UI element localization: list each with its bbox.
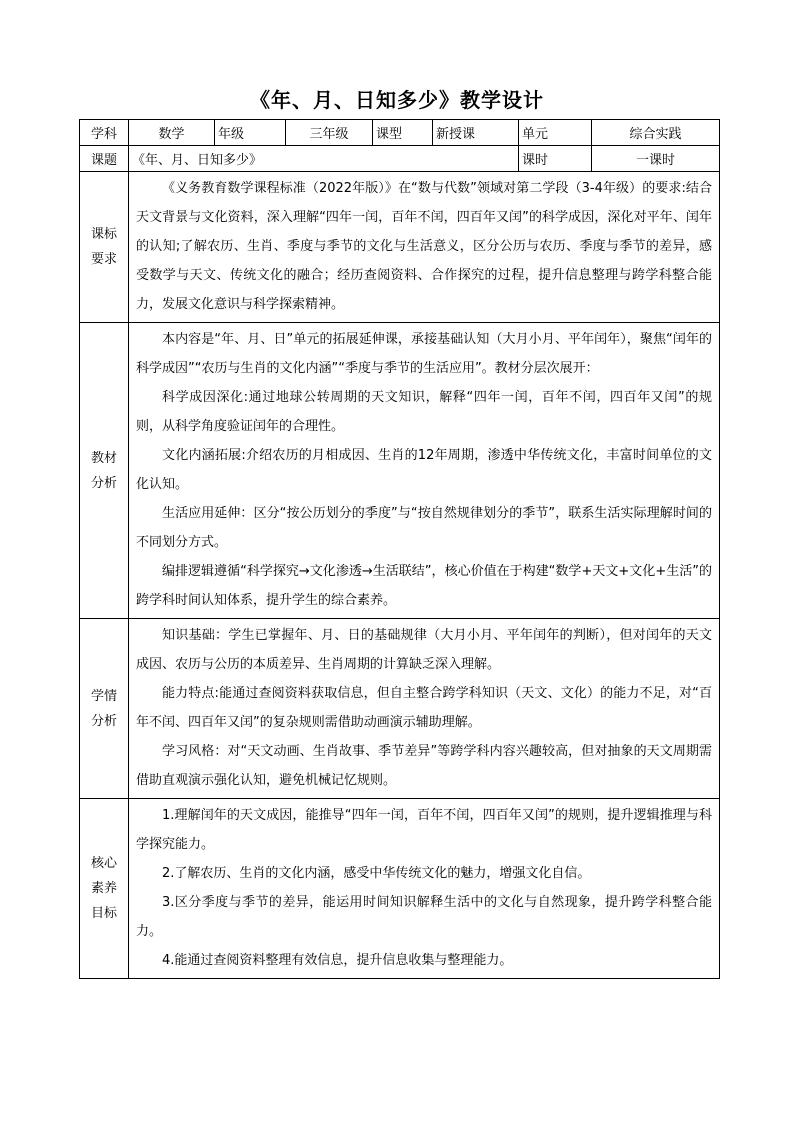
meta-row xyxy=(80,120,720,146)
type-value: 新授课 xyxy=(433,120,519,146)
section-core-goals-row xyxy=(80,799,720,979)
subject-value: 数学 xyxy=(129,120,215,146)
paragraph: 知识基础：学生已掌握年、月、日的基础规律（大月小月、平年闰年的判断），但对闰年的天文成因、农历与公历的本质差异、生肖周期的计算缺乏深入理解。 xyxy=(136,628,712,672)
paragraph: 本内容是“年、月、日”单元的拓展延伸课，承接基础认知（大月小月、平年闰年），聚焦“闰年的科学成因”“农历与生肖的文化内涵”“季度与季节的生活应用”。教材分层次展开： xyxy=(136,332,712,376)
hours-label: 课时 xyxy=(519,146,592,172)
lesson-design-table xyxy=(79,119,720,979)
unit-value: 综合实践 xyxy=(592,120,720,146)
document-title: 《年、月、日知多少》教学设计 xyxy=(250,88,544,112)
section-content xyxy=(129,619,720,799)
paragraph: 生活应用延伸：区分“按公历划分的季度”与“按自然规律划分的季节”，联系生活实际理解时间的不同划分方式。 xyxy=(136,506,712,550)
section-material-analysis-row xyxy=(80,323,720,619)
paragraph: 2.了解农历、生肖的文化内涵，感受中华传统文化的魅力，增强文化自信。 xyxy=(162,866,591,881)
section-label: 核心 素养 目标 xyxy=(80,799,129,979)
topic-label: 课题 xyxy=(80,146,129,172)
grade-label: 年级 xyxy=(215,120,286,146)
grade-value: 三年级 xyxy=(286,120,373,146)
section-content xyxy=(129,172,720,323)
paragraph: 文化内涵拓展:介绍农历的月相成因、生肖的12年周期，渗透中华传统文化，丰富时间单位的文化认知。 xyxy=(136,448,712,492)
unit-label: 单元 xyxy=(519,120,592,146)
paragraph: 学习风格：对“天文动画、生肖故事、季节差异”等跨学科内容兴趣较高，但对抽象的天文周期需借助直观演示强化认知，避免机械记忆规则。 xyxy=(136,744,712,788)
topic-value: 《年、月、日知多少》 xyxy=(129,146,519,172)
section-label: 教材 分析 xyxy=(80,323,129,619)
section-content xyxy=(129,323,720,619)
paragraph: 1.理解闰年的天文成因，能推导“四年一闰，百年不闰，四百年又闰”的规则，提升逻辑推理与科学探究能力。 xyxy=(136,808,712,852)
section-learner-analysis-row xyxy=(80,619,720,799)
paragraph: 能力特点:能通过查阅资料获取信息，但自主整合跨学科知识（天文、文化）的能力不足，对“百年不闰、四百年又闰”的复杂规则需借助动画演示辅助理解。 xyxy=(136,686,712,730)
section-standards-row xyxy=(80,172,720,323)
paragraph: 4.能通过查阅资料整理有效信息，提升信息收集与整理能力。 xyxy=(162,953,513,968)
paragraph: 3.区分季度与季节的差异，能运用时间知识解释生活中的文化与自然现象，提升跨学科整合能力。 xyxy=(136,895,712,939)
paragraph: 编排逻辑遵循“科学探究→文化渗透→生活联结”，核心价值在于构建“数学+天文+文化+生活”的跨学科时间认知体系，提升学生的综合素养。 xyxy=(136,564,712,608)
subject-label: 学科 xyxy=(80,120,129,146)
paragraph: 科学成因深化:通过地球公转周期的天文知识，解释“四年一闰，百年不闰，四百年又闰”的规则，从科学角度验证闰年的合理性。 xyxy=(136,390,712,434)
paragraph: 《义务教育数学课程标准（2022年版）》在“数与代数”领域对第二学段（3-4年级）的要求:结合天文背景与文化资料，深入理解“四年一闰，百年不闰，四百年又闰”的科学成因，深化对平年、闰年的认知;了解农历、生肖、季度与季节的文化与生活意义，区分公历与农历、季度与季节的差异，感受数学与天文、传统文化的融合；经历查阅资料、合作探究的过程，提升信息整理与跨学科整合能力，发展文化意识与科学探索精神。 xyxy=(136,181,712,312)
section-label: 学情 分析 xyxy=(80,619,129,799)
topic-row xyxy=(80,146,720,172)
hours-value: 一课时 xyxy=(592,146,720,172)
type-label: 课型 xyxy=(373,120,433,146)
section-content xyxy=(129,799,720,979)
section-label: 课标 要求 xyxy=(80,172,129,323)
